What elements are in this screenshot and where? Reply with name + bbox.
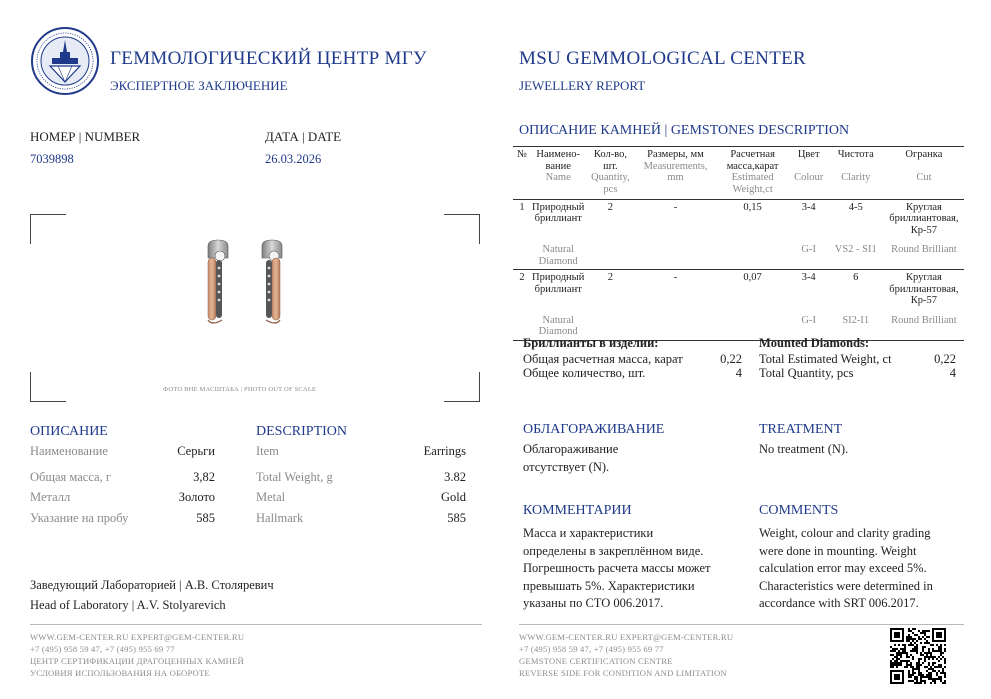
en-desc-value-hallmark: 585 — [447, 511, 466, 525]
ru-description-title: ОПИСАНИЕ — [30, 424, 108, 439]
ru-desc-value-item: Серьги — [177, 444, 215, 458]
mounted-ru-title: Бриллианты в изделии: — [523, 336, 659, 350]
row-2-no: 2 — [519, 272, 525, 283]
en-description-title: DESCRIPTION — [256, 424, 348, 439]
row-2-name-en: Natural Diamond — [531, 309, 585, 341]
row-2-cut-en: Round Brilliant — [884, 309, 964, 341]
comments-en-line-3: calculation error may exceed 5%. — [759, 561, 927, 575]
col-meas — [635, 147, 715, 198]
col-colour-en: Colour — [794, 171, 824, 183]
footer-right-line-4: REVERSE SIDE FOR CONDITION AND LIMITATION — [519, 668, 727, 678]
comments-ru-line-4: превышать 5%. Характеристики — [523, 578, 695, 593]
signature-en: Head of Laboratory | A.V. Stolyarevich — [30, 598, 226, 612]
left-earring — [208, 240, 228, 323]
footer-left-line-1: WWW.GEM-CENTER.RU EXPERT@GEM-CENTER.RU — [30, 632, 245, 642]
col-qty-ru: Кол-во, шт. — [593, 149, 627, 172]
row-2-colour-ru: 3-4 — [801, 272, 816, 283]
footer-left-line-4: УСЛОВИЯ ИСПОЛЬЗОВАНИЯ НА ОБОРОТЕ — [30, 668, 210, 678]
ru-header-title: ГЕММОЛОГИЧЕСКИЙ ЦЕНТР МГУ — [110, 48, 427, 69]
col-meas-en: Measurements, mm — [643, 160, 708, 183]
number-value: 7039898 — [30, 152, 74, 166]
en-desc-label-weight: Total Weight, g — [256, 470, 333, 484]
footer-left — [30, 631, 244, 679]
comments-ru-line-3: Погрешность расчета массы может — [523, 561, 711, 575]
comments-en-line-2: were done in mounting. Weight — [759, 543, 917, 558]
mounted-ru-qty-value: 4 — [735, 366, 742, 380]
treatment-en-text: No treatment (N). — [759, 442, 849, 456]
row-2-clarity-en: SI2-I1 — [828, 309, 884, 341]
row-1-qty: 2 — [607, 201, 614, 213]
ru-desc-label-weight: Общая масса, г — [30, 470, 111, 484]
col-cut-en: Cut — [916, 171, 932, 183]
table-row — [513, 270, 964, 309]
row-2-clarity-ru: 6 — [853, 272, 859, 283]
mounted-en-weight-label: Total Estimated Weight, ct — [759, 352, 892, 366]
en-header-title: MSU GEMMOLOGICAL CENTER — [519, 48, 806, 69]
footer-right-line-2: +7 (495) 958 59 47, +7 (495) 955 69 77 — [519, 644, 664, 654]
col-name — [531, 147, 585, 198]
ru-desc-label-item: Наименование — [30, 444, 108, 458]
msu-seal-icon — [30, 26, 100, 96]
col-colour — [790, 147, 828, 198]
frame-corner-br — [444, 372, 480, 402]
row-1-cut-en: Round Brilliant — [884, 238, 964, 270]
comments-ru-line-2: определены в закреплённом виде. — [523, 543, 704, 558]
row-2-name-ru: Природный бриллиант — [532, 272, 585, 295]
row-2-cut-ru: Круглая бриллиантовая, Кр-57 — [889, 272, 959, 306]
qr-code-icon — [890, 628, 946, 684]
ru-desc-label-hallmark: Указание на пробу — [30, 511, 129, 525]
row-1-name-ru: Природный бриллиант — [532, 201, 585, 224]
col-cut-ru: Огранка — [905, 149, 943, 160]
row-2-meas: - — [673, 272, 678, 283]
row-2-weight: 0,07 — [743, 272, 762, 283]
ru-header-subtitle: ЭКСПЕРТНОЕ ЗАКЛЮЧЕНИЕ — [110, 78, 288, 93]
col-qty — [585, 147, 635, 198]
row-1-cut-ru: Круглая бриллиантовая, Кр-57 — [889, 201, 959, 236]
col-name-en: Name — [545, 172, 571, 183]
mounted-en-qty-value: 4 — [949, 366, 956, 380]
right-earring — [262, 240, 282, 323]
footer-right — [519, 631, 733, 679]
en-desc-value-metal: Gold — [441, 490, 466, 504]
row-1-colour-en: G-I — [790, 238, 828, 270]
footer-divider-left — [30, 624, 482, 625]
number-label: НОМЕР | NUMBER — [30, 129, 141, 144]
row-1-clarity-ru: 4-5 — [848, 201, 863, 213]
col-meas-ru: Размеры, мм — [647, 149, 704, 160]
en-header-subtitle: JEWELLERY REPORT — [519, 78, 646, 93]
footer-divider-right — [519, 624, 964, 625]
col-colour-ru: Цвет — [797, 149, 820, 160]
comments-ru-line-1: Масса и характеристики — [523, 526, 654, 540]
col-cut — [884, 147, 964, 198]
row-1-meas: - — [673, 201, 678, 213]
col-weight-en: Estimated Weight,ct — [731, 172, 774, 195]
ru-desc-label-metal: Металл — [30, 490, 71, 504]
gemstones-header-row — [513, 147, 964, 198]
earrings-photo — [200, 238, 300, 328]
frame-corner-tr — [444, 214, 480, 244]
frame-corner-tl — [30, 214, 66, 244]
col-name-ru: Наимено-вание — [536, 149, 580, 172]
treatment-ru-title: ОБЛАГОРАЖИВАНИЕ — [523, 422, 665, 437]
col-qty-en: Quantity, pcs — [591, 172, 630, 195]
ru-desc-value-hallmark: 585 — [196, 511, 215, 525]
frame-corner-bl — [30, 372, 66, 402]
en-desc-value-weight: 3.82 — [444, 470, 466, 484]
qr-code — [890, 628, 946, 684]
mounted-en-weight-value: 0,22 — [934, 352, 956, 366]
treatment-en-title: TREATMENT — [759, 422, 843, 437]
row-1-name-en: Natural Diamond — [531, 238, 585, 270]
col-clarity-en: Clarity — [841, 171, 871, 183]
footer-left-line-3: ЦЕНТР СЕРТИФИКАЦИИ ДРАГОЦЕННЫХ КАМНЕЙ — [30, 656, 244, 666]
date-label: ДАТА | DATE — [265, 129, 342, 144]
col-weight — [716, 147, 790, 198]
row-2-colour-en: G-I — [790, 309, 828, 341]
photo-caption: ФОТО ВНЕ МАСШТАБА | PHOTO OUT OF SCALE — [163, 386, 317, 393]
table-row-en — [513, 238, 964, 270]
col-no: № — [513, 147, 531, 198]
date-value: 26.03.2026 — [265, 152, 322, 166]
col-weight-ru: Расчетная масса,карат — [726, 149, 779, 172]
comments-en-line-1: Weight, colour and clarity grading — [759, 526, 931, 540]
col-clarity — [828, 147, 884, 198]
msu-logo — [30, 26, 100, 96]
mounted-en-title: Mounted Diamonds: — [759, 336, 870, 350]
ru-desc-value-metal: Золото — [178, 490, 215, 504]
comments-ru-line-5: указаны по СТО 006.2017. — [523, 596, 664, 610]
en-desc-label-hallmark: Hallmark — [256, 511, 304, 525]
mounted-ru-weight-value: 0,22 — [720, 352, 742, 366]
row-1-no: 1 — [519, 201, 525, 213]
treatment-ru-text-2: отсутствует (N). — [523, 460, 610, 474]
en-desc-value-item: Earrings — [423, 444, 466, 458]
comments-en-title: COMMENTS — [759, 503, 839, 518]
row-2-qty: 2 — [607, 272, 614, 283]
ru-desc-value-weight: 3,82 — [193, 470, 215, 484]
mounted-ru-weight-label: Общая расчетная масса, карат — [523, 352, 683, 366]
row-1-clarity-en: VS2 - SI1 — [828, 238, 884, 270]
comments-en-line-5: accordance with SRT 006.2017. — [759, 596, 919, 610]
footer-right-line-1: WWW.GEM-CENTER.RU EXPERT@GEM-CENTER.RU — [519, 632, 734, 642]
comments-ru-title: КОММЕНТАРИИ — [523, 503, 632, 518]
table-row — [513, 199, 964, 238]
gemstones-title: ОПИСАНИЕ КАМНЕЙ | GEMSTONES DESCRIPTION — [519, 123, 850, 138]
en-desc-label-item: Item — [256, 444, 279, 458]
signature-ru: Заведующий Лабораторией | А.В. Столяревич — [30, 578, 274, 592]
row-1-colour-ru: 3-4 — [801, 201, 816, 213]
footer-right-line-3: GEMSTONE CERTIFICATION CENTRE — [519, 656, 673, 666]
comments-en-line-4: Characteristics were determined in — [759, 578, 933, 593]
row-1-weight: 0,15 — [743, 201, 762, 213]
mounted-en-qty-label: Total Quantity, pcs — [759, 366, 854, 380]
gemstones-table — [513, 146, 964, 341]
en-desc-label-metal: Metal — [256, 490, 286, 504]
treatment-ru-text-1: Облагораживание — [523, 442, 619, 456]
col-clarity-ru: Чистота — [837, 149, 874, 160]
footer-left-line-2: +7 (495) 958 59 47, +7 (495) 955 69 77 — [30, 644, 175, 654]
mounted-ru-qty-label: Общее количество, шт. — [523, 366, 646, 380]
